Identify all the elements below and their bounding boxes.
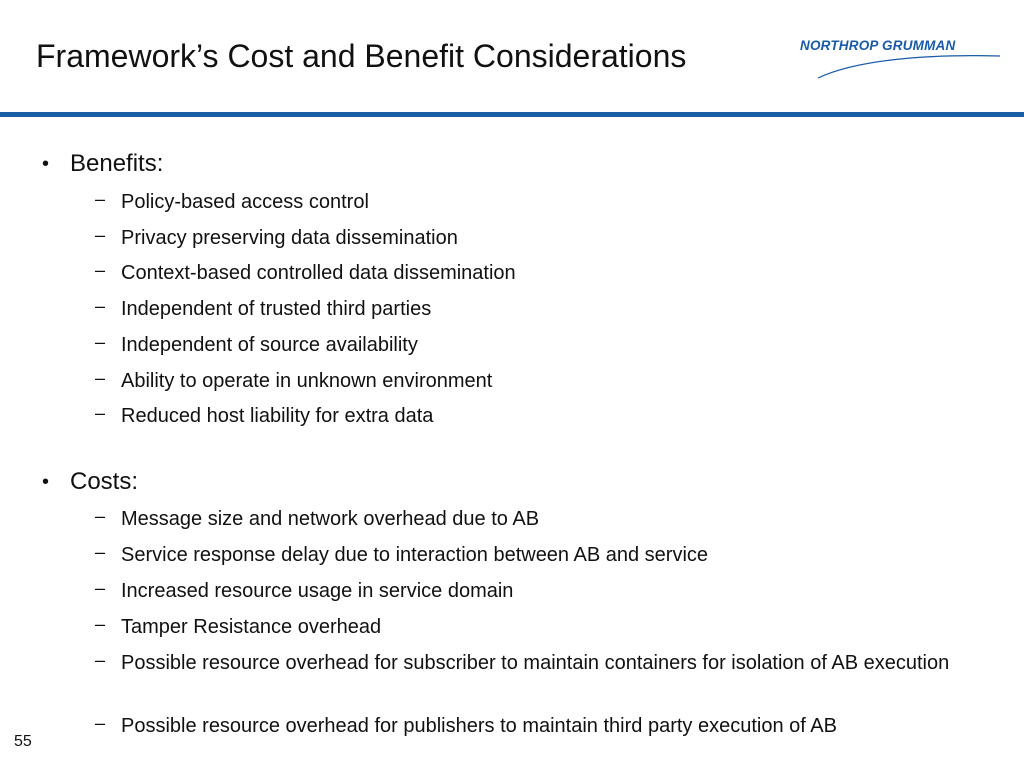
dash-icon: – <box>95 403 106 423</box>
dash-icon: – <box>95 542 106 562</box>
slide-title: Framework’s Cost and Benefit Considerations <box>36 38 687 74</box>
cost-item: – Possible resource overhead for subscriber to maintain containers for isolation of AB execution <box>121 650 971 677</box>
dash-icon: – <box>95 368 106 388</box>
dash-icon: – <box>95 650 106 670</box>
dash-icon: – <box>95 260 106 280</box>
dash-icon: – <box>95 189 106 209</box>
dash-icon: – <box>95 225 106 245</box>
benefit-item: – Ability to operate in unknown environment <box>121 368 981 395</box>
cost-item: – Message size and network overhead due to AB <box>121 506 981 533</box>
benefit-item: – Context-based controlled data dissemination <box>121 260 981 287</box>
benefit-item: – Privacy preserving data dissemination <box>121 225 981 252</box>
cost-item: – Service response delay due to interaction between AB and service <box>121 542 981 569</box>
northrop-grumman-logo <box>796 38 1002 82</box>
costs-heading: Costs: <box>70 468 139 495</box>
cost-item: – Increased resource usage in service domain <box>121 578 981 605</box>
dash-icon: – <box>95 506 106 526</box>
benefit-item: – Reduced host liability for extra data <box>121 403 981 430</box>
dash-icon: – <box>95 713 106 733</box>
logo-text: NORTHROP GRUMMAN <box>800 38 956 53</box>
dash-icon: – <box>95 296 106 316</box>
cost-item: – Possible resource overhead for publishers to maintain third party execution of AB <box>121 713 981 740</box>
bullet-icon: • <box>42 471 50 493</box>
logo-swoosh-icon <box>796 38 1002 82</box>
benefit-item: – Policy-based access control <box>121 189 981 216</box>
bullet-icon: • <box>42 153 50 175</box>
benefit-item: – Independent of trusted third parties <box>121 296 981 323</box>
dash-icon: – <box>95 332 106 352</box>
dash-icon: – <box>95 578 106 598</box>
page-number: 55 <box>14 733 32 750</box>
dash-icon: – <box>95 614 106 634</box>
benefit-item: – Independent of source availability <box>121 332 981 359</box>
cost-item: – Tamper Resistance overhead <box>121 614 981 641</box>
benefits-heading: Benefits: <box>70 150 164 177</box>
title-divider <box>0 112 1024 117</box>
